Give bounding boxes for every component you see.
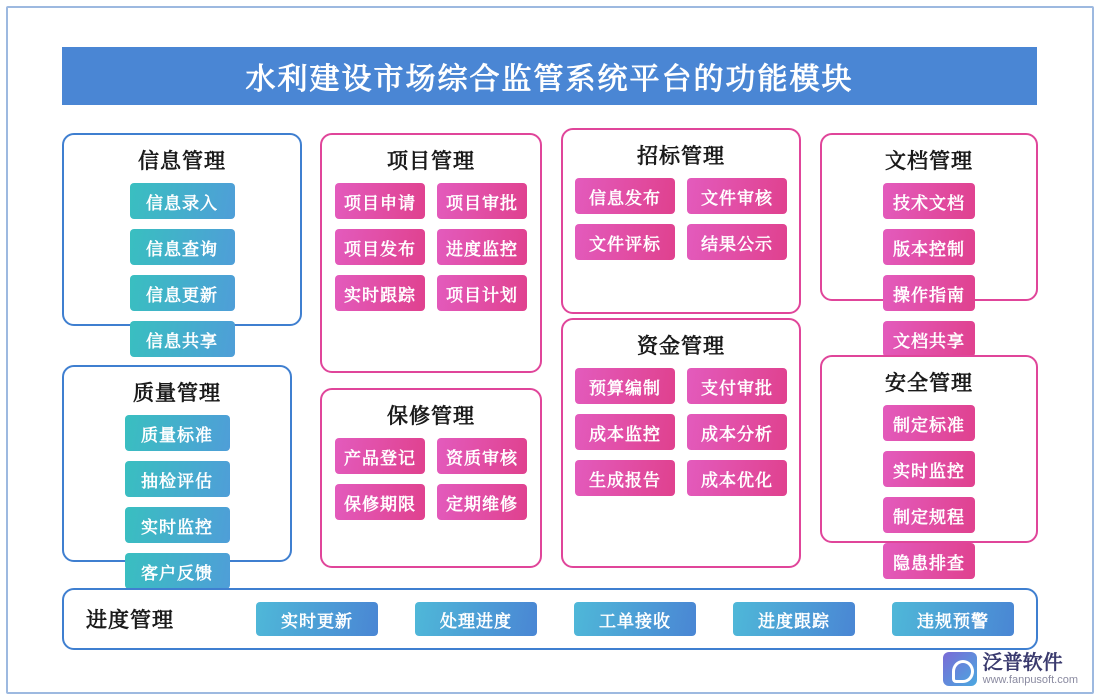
card-quality-management (62, 365, 292, 583)
card-bidding-management (561, 128, 801, 314)
chip-operation-guide[interactable]: 操作指南 (883, 275, 975, 311)
chip-info-share[interactable]: 信息共享 (130, 321, 235, 357)
card-title: 进度管理 (86, 608, 174, 632)
card-safety-management (820, 355, 1038, 573)
chip-warranty-period[interactable]: 保修期限 (335, 484, 425, 520)
chip-group (822, 405, 1036, 589)
chip-periodic-maintenance[interactable]: 定期维修 (437, 484, 527, 520)
card-title: 招标管理 (637, 144, 725, 168)
chip-info-query[interactable]: 信息查询 (130, 229, 235, 265)
brand-logo (943, 652, 1078, 686)
card-title: 保修管理 (387, 404, 475, 428)
chip-group (822, 183, 1036, 367)
chip-set-standard[interactable]: 制定标准 (883, 405, 975, 441)
chip-result-announcement[interactable]: 结果公示 (687, 224, 787, 260)
chip-product-registration[interactable]: 产品登记 (335, 438, 425, 474)
chip-document-share[interactable]: 文档共享 (883, 321, 975, 357)
chip-group (64, 415, 290, 599)
chip-bid-evaluation[interactable]: 文件评标 (575, 224, 675, 260)
card-project-management (320, 133, 542, 373)
chip-technical-document[interactable]: 技术文档 (883, 183, 975, 219)
chip-progress-monitor[interactable]: 进度监控 (437, 229, 527, 265)
chip-version-control[interactable]: 版本控制 (883, 229, 975, 265)
chip-progress-tracking[interactable]: 进度跟踪 (733, 602, 855, 636)
chip-info-entry[interactable]: 信息录入 (130, 183, 235, 219)
card-title: 资金管理 (637, 334, 725, 358)
card-title: 文档管理 (885, 149, 973, 173)
card-warranty-management (320, 388, 542, 568)
chip-group (563, 178, 799, 270)
card-title: 项目管理 (387, 149, 475, 173)
chip-realtime-monitor[interactable]: 实时监控 (125, 507, 230, 543)
chip-generate-report[interactable]: 生成报告 (575, 460, 675, 496)
chip-handling-progress[interactable]: 处理进度 (415, 602, 537, 636)
chip-realtime-update[interactable]: 实时更新 (256, 602, 378, 636)
chip-budget-preparation[interactable]: 预算编制 (575, 368, 675, 404)
logo-url: www.fanpusoft.com (982, 673, 1078, 686)
chip-set-procedure[interactable]: 制定规程 (883, 497, 975, 533)
card-fund-management (561, 318, 801, 568)
page-title-bar (62, 47, 1037, 105)
logo-name: 泛普软件 (982, 651, 1063, 674)
chip-qualification-review[interactable]: 资质审核 (437, 438, 527, 474)
chip-cost-analysis[interactable]: 成本分析 (687, 414, 787, 450)
chip-group (64, 183, 300, 367)
chip-group (322, 183, 540, 321)
chip-realtime-tracking[interactable]: 实时跟踪 (335, 275, 425, 311)
chip-cost-monitor[interactable]: 成本监控 (575, 414, 675, 450)
chip-quality-standard[interactable]: 质量标准 (125, 415, 230, 451)
chip-info-publish[interactable]: 信息发布 (575, 178, 675, 214)
chip-violation-alert[interactable]: 违规预警 (892, 602, 1014, 636)
chip-project-publish[interactable]: 项目发布 (335, 229, 425, 265)
chip-group (256, 602, 1014, 636)
chip-project-approval[interactable]: 项目审批 (437, 183, 527, 219)
card-title: 质量管理 (133, 381, 221, 405)
card-progress-management (62, 588, 1038, 650)
chip-project-apply[interactable]: 项目申请 (335, 183, 425, 219)
chip-hazard-inspection[interactable]: 隐患排查 (883, 543, 975, 579)
chip-cost-optimization[interactable]: 成本优化 (687, 460, 787, 496)
logo-mark-icon (943, 652, 977, 686)
chip-work-order-receipt[interactable]: 工单接收 (574, 602, 696, 636)
chip-file-review[interactable]: 文件审核 (687, 178, 787, 214)
chip-payment-approval[interactable]: 支付审批 (687, 368, 787, 404)
card-title: 安全管理 (885, 371, 973, 395)
chip-customer-feedback[interactable]: 客户反馈 (125, 553, 230, 589)
chip-group (322, 438, 540, 530)
chip-info-update[interactable]: 信息更新 (130, 275, 235, 311)
chip-sampling-assessment[interactable]: 抽检评估 (125, 461, 230, 497)
chip-project-plan[interactable]: 项目计划 (437, 275, 527, 311)
card-information-management (62, 133, 302, 351)
chip-group (563, 368, 799, 506)
card-document-management (820, 133, 1038, 351)
chip-realtime-monitor[interactable]: 实时监控 (883, 451, 975, 487)
card-title: 信息管理 (138, 149, 226, 173)
page-title: 水利建设市场综合监管系统平台的功能模块 (245, 63, 854, 96)
